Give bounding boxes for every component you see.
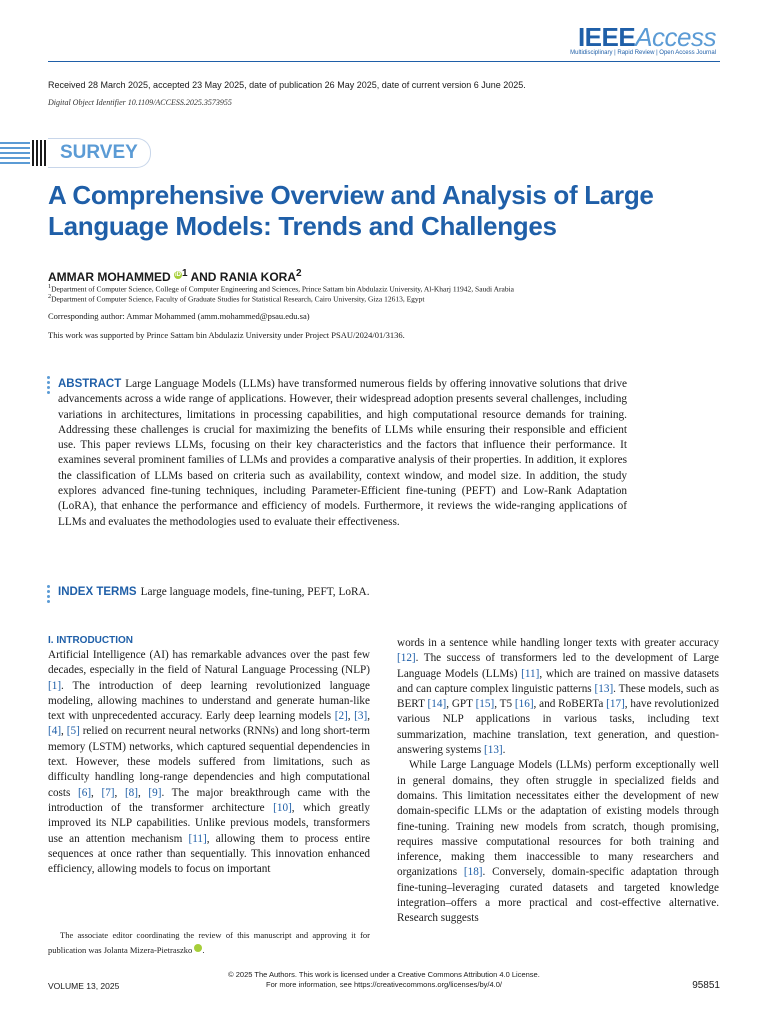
body-text: , <box>91 786 102 799</box>
orcid-icon[interactable]: iD <box>194 944 202 952</box>
citation-link[interactable]: [10] <box>273 801 292 814</box>
body-text: . The success of transformers led to the development of Large Language Models (LLMs) <box>397 652 719 680</box>
body-text: relied on recurrent neural networks (RNNs) and long short-term memory (LSTM) networks, which captured sequential dependencies in text. However, these models suffered from limitations, such as difficulty handling long-range dependencies and high computational costs <box>48 725 370 799</box>
citation-link[interactable]: [7] <box>101 786 115 799</box>
citation-link[interactable]: [11] <box>188 832 207 845</box>
citation-link[interactable]: [4] <box>48 725 62 738</box>
citation-link[interactable]: [9] <box>148 786 162 799</box>
author-conjunction: AND <box>190 270 217 284</box>
body-text: , GPT <box>446 698 476 711</box>
abstract-label: ABSTRACT <box>58 378 122 390</box>
body-text: . Conversely, domain-specific adaptation through fine-tuning–leveraging curated datasets and targeted knowledge integration–offers a more practical and cost-effective alternative. Research suggests <box>397 866 719 925</box>
body-text: , <box>114 786 125 799</box>
citation-link[interactable]: [18] <box>463 866 483 879</box>
paragraph <box>397 636 719 758</box>
abstract-dots-icon <box>47 376 50 396</box>
body-text: . The major breakthrough came with the introduction of the transformer architecture <box>48 786 371 814</box>
author-line <box>48 268 302 284</box>
affiliation <box>48 283 514 294</box>
affiliation-number: 2 <box>48 293 52 300</box>
body-text: . The introduction of deep learning revolutionized language modeling, allowing machines to understand and generate human-like text with unprecedented accuracy. Early deep learning models <box>48 679 370 723</box>
body-text: words in a sentence while handling longer texts with greater accuracy <box>397 637 719 649</box>
affiliation-number: 1 <box>48 283 52 290</box>
volume: VOLUME 13, 2025 <box>48 981 120 991</box>
body-text: , <box>61 725 67 738</box>
citation-link[interactable]: [5] <box>66 725 80 738</box>
corresponding-author: Corresponding author: Ammar Mohammed (amm.mohammed@psau.edu.sa) <box>48 311 310 321</box>
affiliation-text: Department of Computer Science, College of Computer Engineering and Sciences, Prince Sattam bin Abdulaziz University, Al-Kharj 11942, Saudi Arabia <box>51 284 514 294</box>
section-heading: I. INTRODUCTION <box>48 635 133 646</box>
citation-link[interactable]: [11] <box>521 667 540 680</box>
paragraph <box>397 758 719 926</box>
citation-link[interactable]: [8] <box>124 786 138 799</box>
author-name: RANIA KORA <box>219 270 297 284</box>
body-text: , <box>347 710 355 723</box>
license-line: © 2025 The Authors. This work is licensed under a Creative Commons Attribution 4.0 License. <box>228 970 540 979</box>
affiliation-mark: 2 <box>296 268 302 279</box>
author-name: AMMAR MOHAMMED <box>48 270 171 284</box>
body-text: , T5 <box>494 698 515 711</box>
doi: Digital Object Identifier 10.1109/ACCESS.2025.3573955 <box>48 98 232 107</box>
abstract-text: Large Language Models (LLMs) have transformed numerous fields by offering innovative solutions that drive advancements across a wide range of applications. However, their widespread adoption presents several challenges, including variations in architectures, limitations in processing capabilities, and high computational resource demands for training. Addressing these challenges is crucial for maximizing the benefits of LLMs while ensuring their responsible and efficient use. This paper reviews LLMs, focusing on their key characteristics and the factors that influence their performance. It examines several prominent families of LLMs and provides a comparative analysis of their properties. In addition, it explores the classification of LLMs based on criteria such as availability, context window, and model size. In addition, the study explores advanced fine-tuning techniques, including Parameter-Efficient fine-tuning (PEFT) and Low-Rank Adaptation (LoRA), that enhance the performance and efficiency of models. Furthermore, it reviews the wide-ranging applications of LLMs and evaluates the methodologies used to evaluate their effectiveness. <box>58 378 627 528</box>
abstract <box>58 377 627 530</box>
received-dates: Received 28 March 2025, accepted 23 May 2025, date of publication 26 May 2025, date of current version 6 June 2025. <box>48 80 526 90</box>
body-column-right <box>397 636 719 927</box>
footnote: The associate editor coordinating the review of this manuscript and approving it for publication was Jolanta Mizera-Pietraszko iD. <box>48 930 370 955</box>
citation-link[interactable]: [13] <box>484 744 503 757</box>
index-terms-label: INDEX TERMS <box>58 586 137 598</box>
index-terms <box>58 586 370 598</box>
affiliation <box>48 293 425 304</box>
body-text: , which greatly improved its NLP capabilities. Unlike previous models, transformers use an attention mechanism <box>48 801 370 845</box>
footnote-rule <box>48 920 370 921</box>
body-text: . <box>502 744 506 757</box>
affiliation-text: Department of Computer Science, Faculty of Graduate Studies for Statistical Research, Cairo University, Giza 12613, Egypt <box>51 294 425 304</box>
citation-link[interactable]: [2] <box>334 710 348 723</box>
logo-ieee: IEEE <box>577 22 636 52</box>
body-text: , which are trained on massive datasets and can capture complex linguistic patterns <box>397 667 720 695</box>
body-column-left <box>48 648 370 877</box>
citation-link[interactable]: [1] <box>48 679 62 692</box>
body-text: , <box>137 786 149 799</box>
citation-link[interactable]: [3] <box>354 710 368 723</box>
body-text: While Large Language Models (LLMs) perform exceptionally well in general domains, they often struggle in specialized fields and domains. This limitation necessitates either the development of new domain-specific LLMs or the adaptation of existing models through fine-tuning. Training new models from scratch, though promising, requires massive computational resources for both training and inference, making them inaccessible to many researchers and organizations <box>397 759 719 879</box>
citation-link[interactable]: [14] <box>427 698 447 711</box>
affiliation-mark: 1 <box>182 268 188 279</box>
article-type-badge: SURVEY <box>48 138 151 168</box>
orcid-icon[interactable]: iD <box>175 272 181 278</box>
citation-link[interactable]: [17] <box>606 698 625 711</box>
body-text: , have revolutionized various NLP applications in various tasks, including text summarization, machine translation, text generation, and question-answering systems <box>397 698 719 757</box>
body-text: Artificial Intelligence (AI) has remarkable advances over the past few decades, especially in the field of Natural Language Processing (NLP) <box>48 649 370 677</box>
license-link[interactable]: For more information, see https://creativecommons.org/licenses/by/4.0/ <box>266 980 502 989</box>
citation-link[interactable]: [13] <box>594 682 614 695</box>
citation-link[interactable]: [15] <box>475 698 495 711</box>
body-text: , <box>367 710 370 723</box>
body-text: . These models, such as BERT <box>397 682 719 711</box>
paragraph <box>48 648 370 877</box>
paper-title: A Comprehensive Overview and Analysis of Large Language Models: Trends and Challenges <box>48 180 654 241</box>
footnote-text: The associate editor coordinating the review of this manuscript and approving it for publication was Jolanta Mizera-Pietraszko <box>48 930 370 955</box>
body-text: , allowing them to process entire sequences at once rather than sequentially. This innovation enhanced efficiency, allowing models to focus on important <box>48 832 370 876</box>
citation-link[interactable]: [12] <box>397 652 416 665</box>
funding-note: This work was supported by Prince Sattam bin Abdulaziz University under Project PSAU/2024/01/3136. <box>48 330 405 340</box>
body-text: , and RoBERTa <box>533 698 607 711</box>
citation-link[interactable]: [6] <box>78 786 92 799</box>
survey-stripes-icon <box>0 138 48 168</box>
header-rule <box>48 61 720 62</box>
logo-access: Access <box>635 22 716 52</box>
index-terms-text: Large language models, fine-tuning, PEFT, LoRA. <box>140 586 370 598</box>
index-terms-dots-icon <box>47 585 50 605</box>
journal-logo <box>570 22 716 56</box>
page-number: 95851 <box>692 980 720 991</box>
citation-link[interactable]: [16] <box>514 698 534 711</box>
journal-tagline: Multidisciplinary | Rapid Review | Open Access Journal <box>570 50 716 56</box>
